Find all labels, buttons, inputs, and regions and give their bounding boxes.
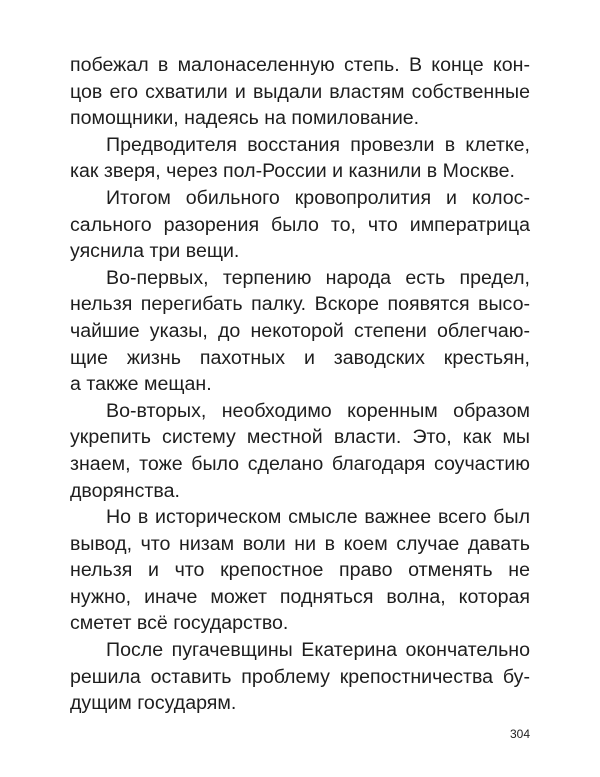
text-line: Предводителя восстания провезли в клетке, — [106, 133, 530, 156]
text-line: Во-вторых, необходимо коренным образом — [106, 399, 530, 422]
text-line: Во-первых, терпению народа есть предел, — [106, 266, 530, 289]
paragraph — [70, 265, 530, 398]
text-line: побежал в малонаселенную степь. В конце кон- — [70, 54, 530, 76]
paragraph — [70, 398, 530, 504]
text-line: как зверя, через пол-России и казнили в Москве. — [70, 160, 515, 183]
text-line: дворянства. — [70, 479, 180, 502]
text-line: нужно, иначе может подняться волна, которая — [70, 585, 530, 608]
text-line: После пугачевщины Екатерина окончательно — [106, 639, 530, 662]
page-number: 304 — [509, 727, 530, 741]
text-line: цов его схватили и выдали властям собственные — [70, 80, 530, 103]
text-line: нельзя перегибать палку. Вскоре появятся высо- — [70, 293, 530, 316]
text-line: а также мещан. — [70, 373, 212, 396]
text-line: дущим государям. — [70, 692, 237, 715]
text-line: Итогом обильного кровопролития и колос- — [106, 186, 530, 209]
text-line: решила оставить проблему крепостничества бу- — [70, 665, 530, 688]
text-line: нельзя и что крепостное право отменять не — [70, 559, 530, 582]
text-line: помощники, надеясь на помилование. — [70, 107, 420, 130]
paragraph — [70, 504, 530, 637]
text-line: чайшие указы, до некоторой степени облегчаю- — [70, 319, 530, 342]
text-line: знаем, тоже было сделано благодаря соучастию — [70, 452, 530, 475]
text-line: сального разорения было то, что императрица — [70, 213, 530, 236]
paragraph — [70, 132, 530, 185]
text-line: укрепить систему местной власти. Это, как мы — [70, 426, 530, 449]
text-line: щие жизнь пахотных и заводских крестьян, — [70, 346, 530, 369]
text-line: Но в историческом смысле важнее всего был — [106, 506, 530, 529]
text-line: вывод, что низам воли ни в коем случае давать — [70, 532, 530, 555]
paragraph — [70, 52, 530, 132]
page-body-text — [70, 52, 530, 717]
paragraph — [70, 185, 530, 265]
text-line: уяснила три вещи. — [70, 240, 240, 263]
text-line: сметет всё государство. — [70, 612, 289, 635]
paragraph — [70, 637, 530, 717]
